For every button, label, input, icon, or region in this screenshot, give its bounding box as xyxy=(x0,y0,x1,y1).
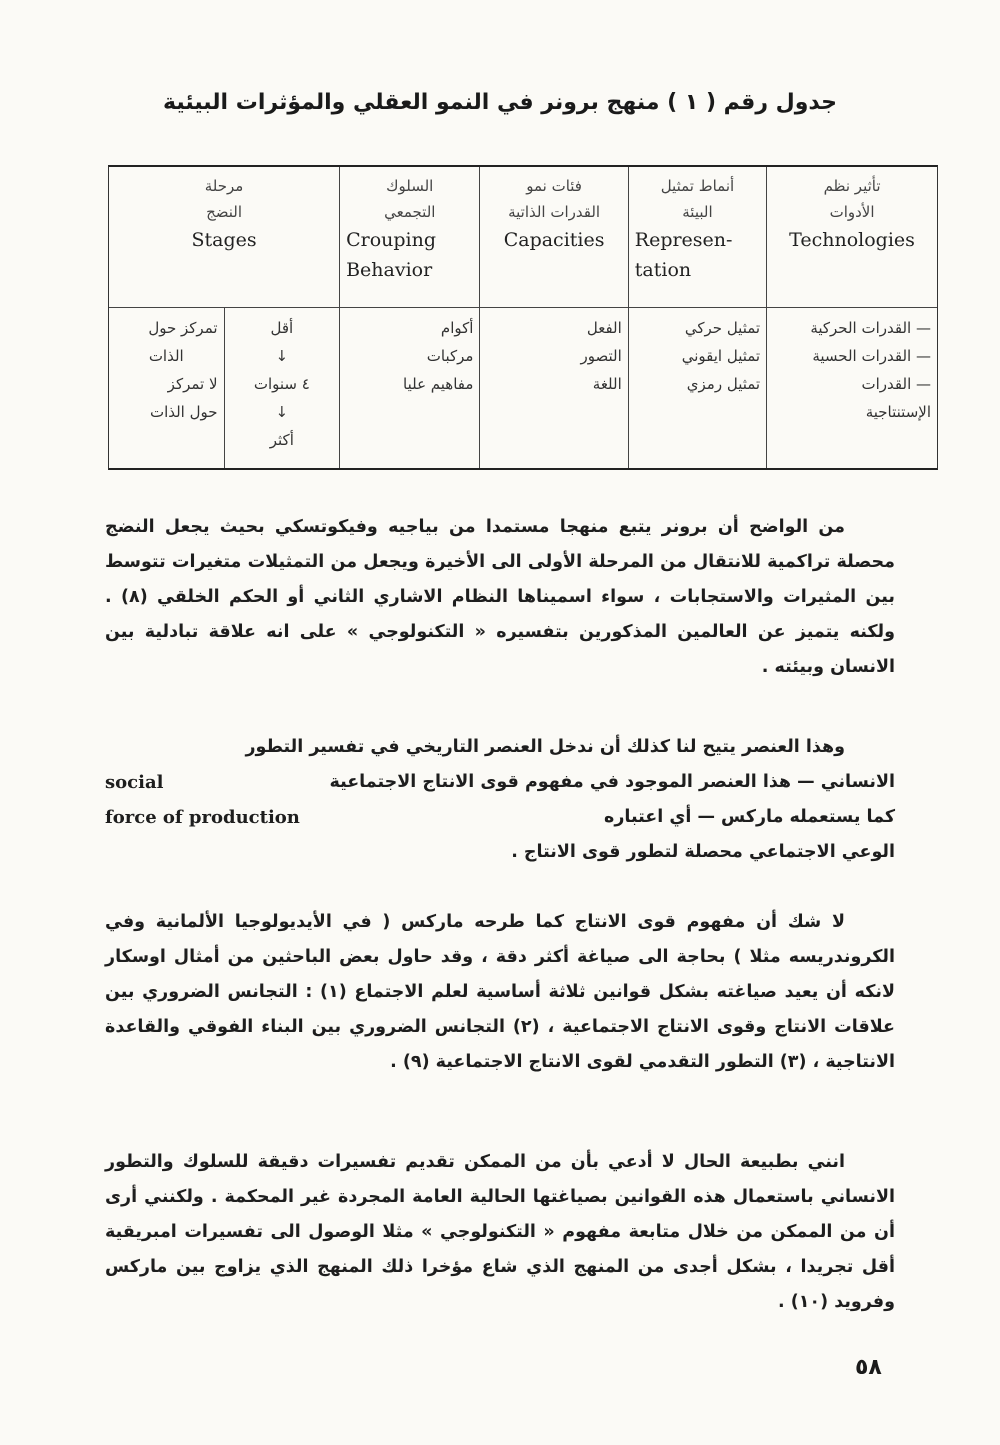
header-stages-ar1: مرحلة xyxy=(204,177,244,195)
header-capacities xyxy=(480,167,628,307)
header-representation-ar1: أنماط تمثيل xyxy=(660,177,735,195)
paragraph-2-line-3-en: force of production xyxy=(105,807,300,828)
cell-grouping xyxy=(340,307,480,468)
cell-line: مركبات xyxy=(426,346,474,365)
header-stages-en: Stages xyxy=(191,229,257,251)
table xyxy=(109,167,937,468)
cell-line: تمثيل ايقوني xyxy=(681,346,761,365)
cell-line: — القدرات الحسية xyxy=(812,346,931,365)
paragraph-2 xyxy=(105,730,895,870)
header-grouping xyxy=(340,167,480,307)
stages-centering-subcolumn xyxy=(109,308,225,469)
header-capacities-ar2: القدرات الذاتية xyxy=(508,203,601,221)
cell-line: لا تمركز xyxy=(167,374,218,393)
paragraph-2-line-4: الوعي الاجتماعي محصلة لتطور قوى الانتاج . xyxy=(511,842,895,862)
cell-line: مفاهيم عليا xyxy=(403,374,474,393)
cell-line: — القدرات xyxy=(861,374,931,393)
header-technologies-en: Technologies xyxy=(789,229,915,251)
header-capacities-ar1: فئات نمو xyxy=(526,177,582,195)
cell-line: اللغة xyxy=(592,374,622,393)
cell-line: ٤ سنوات xyxy=(253,374,310,393)
paragraph-4 xyxy=(105,1145,895,1320)
header-representation-en: Represen-tation xyxy=(634,229,733,281)
cell-stages xyxy=(109,307,340,468)
header-technologies-ar2: الأدوات xyxy=(829,203,875,221)
cell-line: تمثيل حركي xyxy=(684,318,761,337)
cell-line: التصور xyxy=(580,346,622,365)
cell-technologies xyxy=(767,307,937,468)
paragraph-2-line-3 xyxy=(105,800,895,835)
arrow-down-icon: ↓ xyxy=(275,346,289,365)
paragraph-1-text: من الواضح أن برونر يتبع منهجا مستمدا من بياجيه وفيكوتسكي بحيث يجعل النضج محصلة تراكمية للانتقال من المرحلة الأولى الى الأخيرة ويجعل من التمثيلات متغيرات تتوسط بين المثيرات والاستجابات ، سواء اسميناها النظام الاشاري الثاني أو الحكم الخلقي (٨) . ولكنه يتميز عن العالمين المذكورين بتفسيره « التكنولوجي » على انه علاقة تبادلية بين الانسان وبيئته . xyxy=(105,517,895,677)
cell-line: أقل xyxy=(270,318,294,337)
header-grouping-en: Crouping Behavior xyxy=(346,229,437,281)
cell-line: الذات xyxy=(148,346,184,365)
cell-line: حول الذات xyxy=(149,402,218,421)
header-stages xyxy=(109,167,340,307)
cell-line: الإستنتاجية xyxy=(865,402,931,421)
paragraph-3-text: لا شك أن مفهوم قوى الانتاج كما طرحه ماركس ( في الأيديولوجيا الألمانية وفي الكروندريسه مثلا ) بحاجة الى صياغة أكثر دقة ، وقد حاول بعض الباحثين من أمثال اوسكار لانكه أن يعيد صياغته بشكل قوانين ثلاثة أساسية لعلم الاجتماع (١) : التجانس الضروري بين علاقات الانتاج وقوى الانتاج الاجتماعية ، (٢) التجانس الضروري بين البناء الفوقي والقاعدة الانتاجية ، (٣) التطور التقدمي لقوى الانتاج الاجتماعية (٩) . xyxy=(105,912,895,1072)
header-stages-ar2: النضج xyxy=(206,203,243,221)
cell-line: تمركز حول xyxy=(148,318,218,337)
paragraph-1 xyxy=(105,510,895,685)
cell-line: أكوام xyxy=(440,318,474,337)
cell-representation xyxy=(628,307,766,468)
header-capacities-en: Capacities xyxy=(503,229,605,251)
header-technologies xyxy=(767,167,937,307)
arrow-down-icon: ↓ xyxy=(275,402,289,421)
header-grouping-ar1: السلوك xyxy=(386,177,434,195)
paragraph-2-line-3-ar: كما يستعمله ماركس — أي اعتباره xyxy=(604,807,895,827)
header-representation-ar2: البيئة xyxy=(682,203,713,221)
page-number: ٥٨ xyxy=(855,1355,882,1380)
stages-age-subcolumn xyxy=(225,308,340,469)
paragraph-2-line-2 xyxy=(105,765,895,800)
header-technologies-ar1: تأثير نظم xyxy=(823,177,881,195)
cell-capacities xyxy=(480,307,628,468)
cell-line: — القدرات الحركية xyxy=(810,318,931,337)
cell-line: الفعل xyxy=(586,318,622,337)
paragraph-2-line-2-ar: الانساني — هذا العنصر الموجود في مفهوم قوى الانتاج الاجتماعية xyxy=(329,772,895,792)
paragraph-4-text: انني بطبيعة الحال لا أدعي بأن من الممكن تقديم تفسيرات دقيقة للسلوك والتطور الانساني باستعمال هذه القوانين بصياغتها الحالية العامة المجردة غير المحكمة . ولكنني أرى أن من الممكن من خلال متابعة مفهوم « التكنولوجي » مثلا الوصول الى تفسيرات امبريقية أقل تجريدا ، بشكل أجدى من المنهج الذي شاع مؤخرا ذلك المنهج الذي يزاوج بين ماركس وفرويد (١٠) . xyxy=(105,1152,895,1312)
header-representation xyxy=(628,167,766,307)
paragraph-2-line-2-en: social xyxy=(105,772,164,793)
stages-subcolumns xyxy=(109,308,339,469)
cell-line: أكثر xyxy=(269,430,294,449)
table-body-row xyxy=(109,307,937,468)
paragraph-3 xyxy=(105,905,895,1080)
paragraph-2-line-1: وهذا العنصر يتيح لنا كذلك أن ندخل العنصر التاريخي في تفسير التطور xyxy=(245,737,845,757)
table-header-row xyxy=(109,167,937,307)
page-title: جدول رقم ( ١ ) منهج برونر في النمو العقلي والمؤثرات البيئية xyxy=(163,90,837,115)
cell-line: تمثيل رمزي xyxy=(686,374,761,393)
header-grouping-ar2: التجمعي xyxy=(384,203,436,221)
bruner-table xyxy=(108,165,938,470)
